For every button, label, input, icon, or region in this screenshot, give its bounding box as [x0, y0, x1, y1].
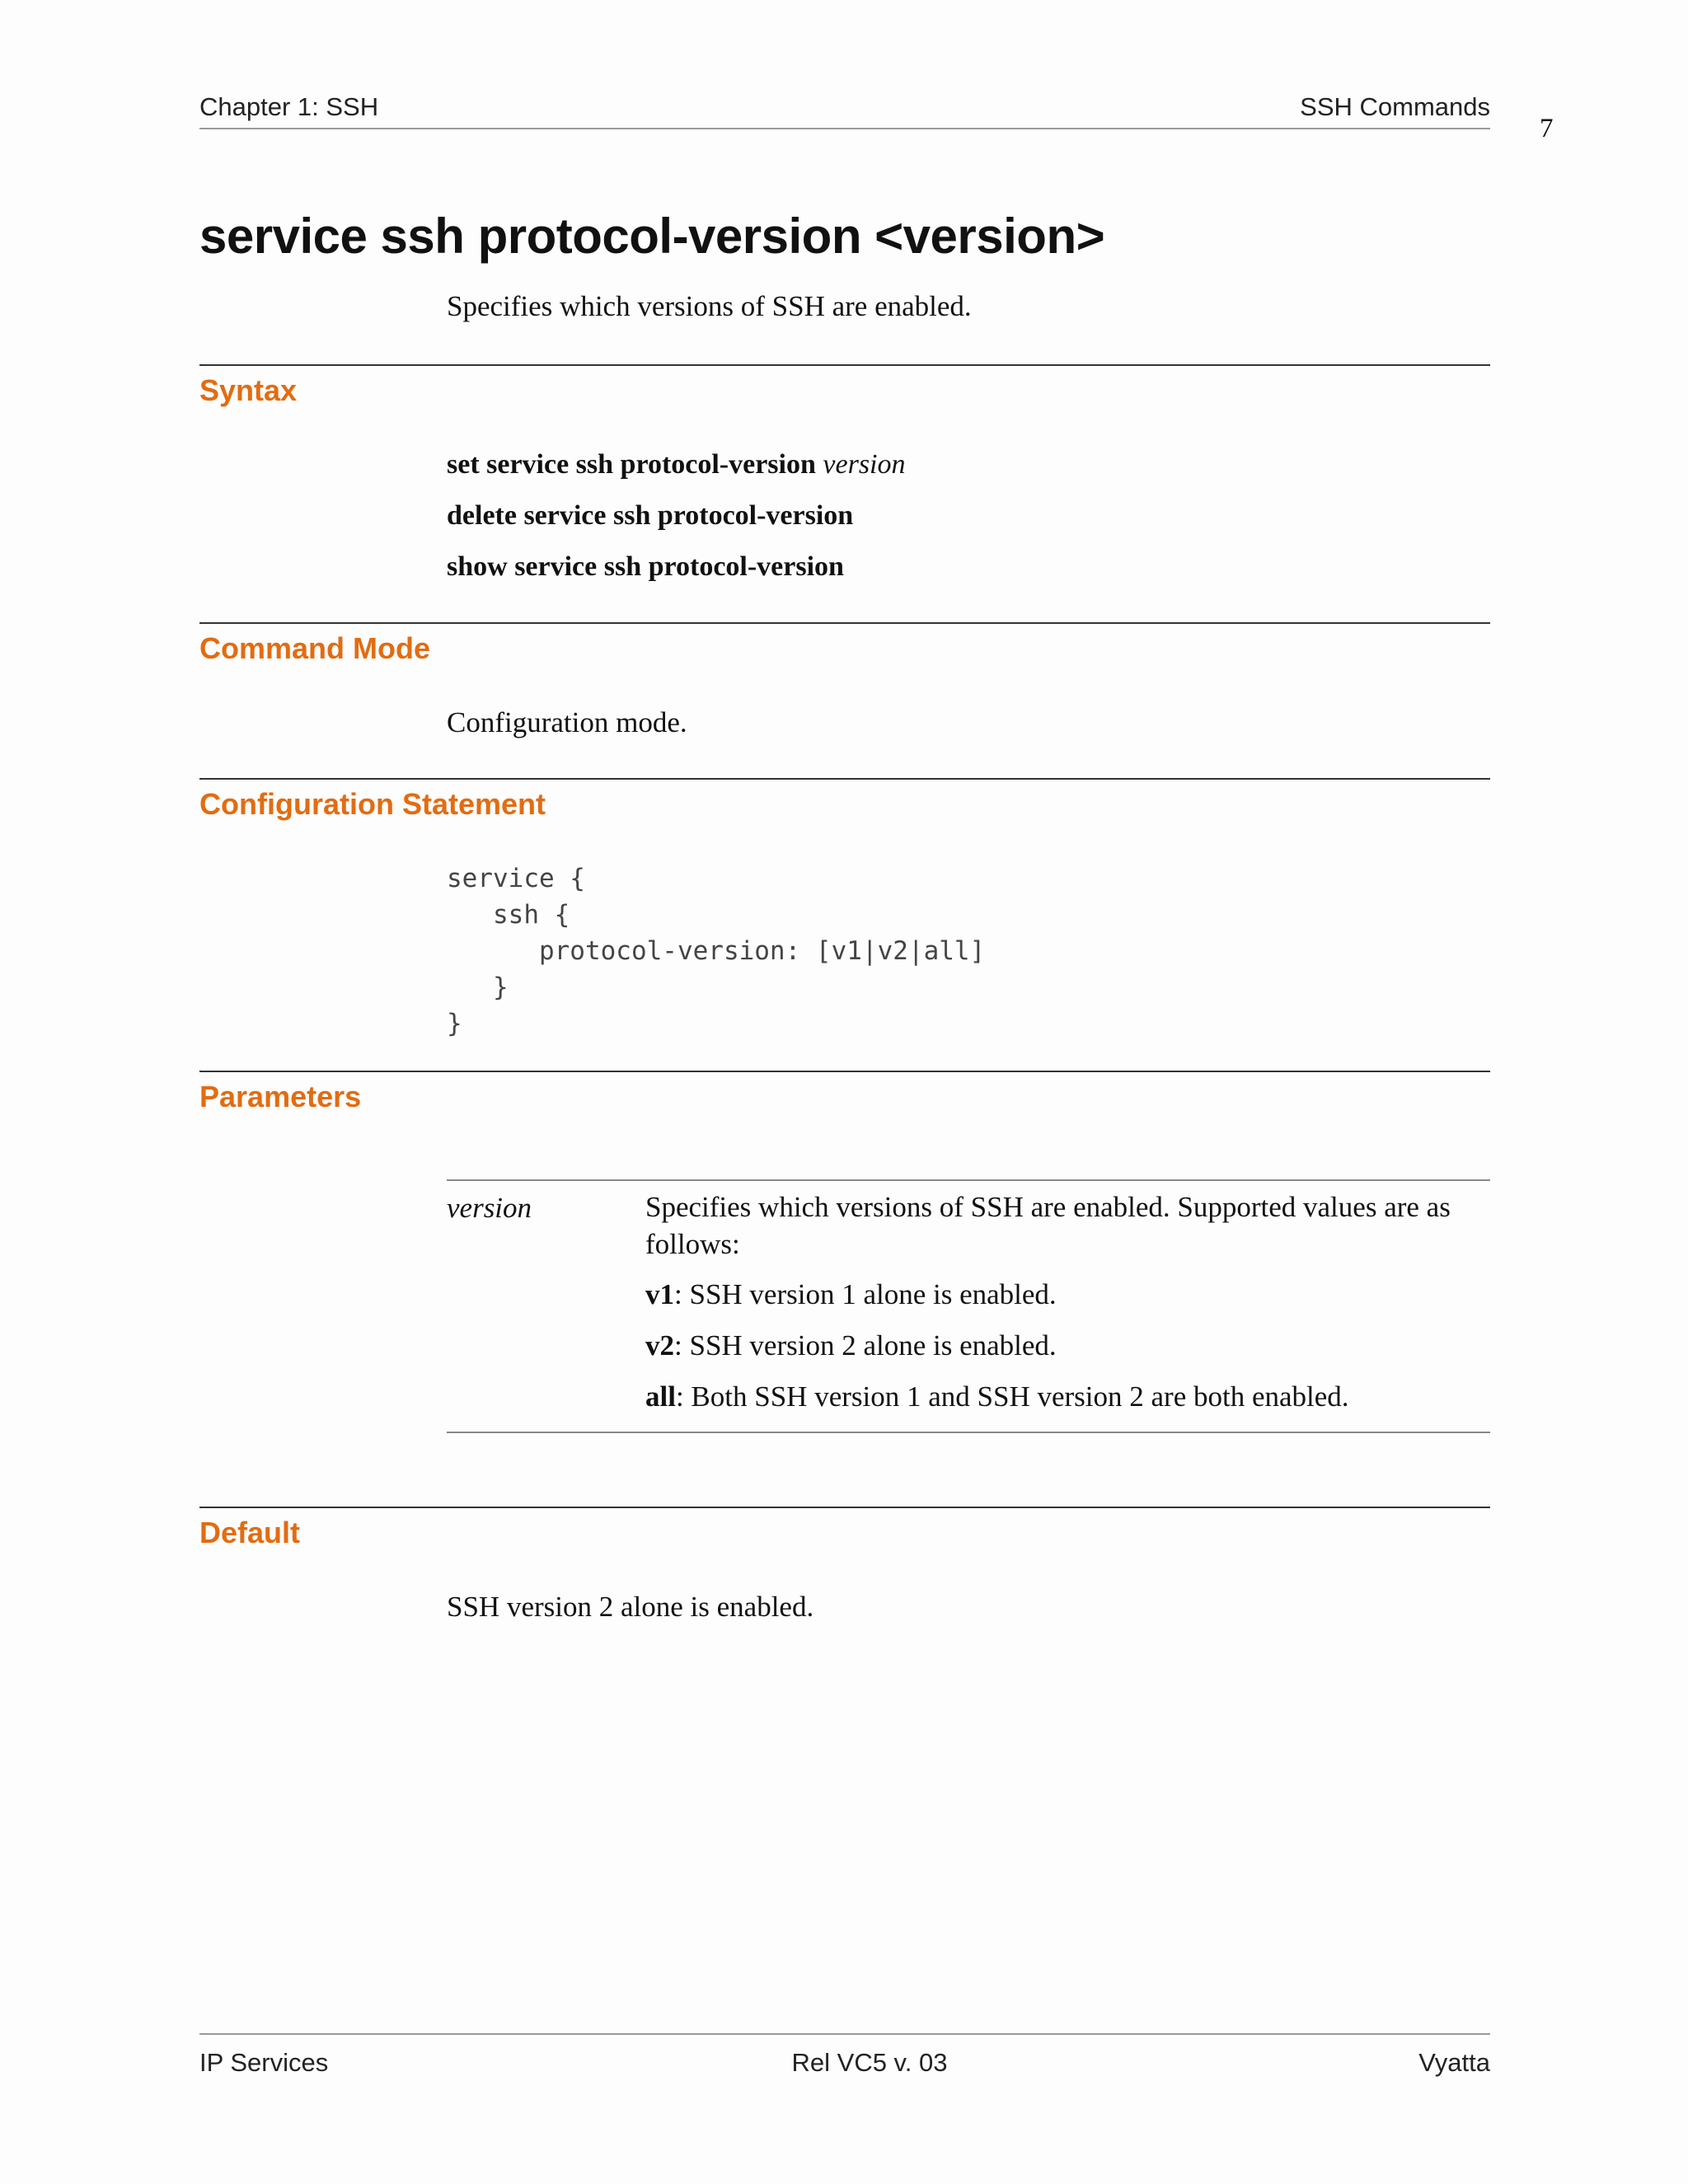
command-mode-text: Configuration mode. [447, 706, 687, 738]
section-rule [199, 1507, 1490, 1508]
param-table-top-rule [447, 1179, 1490, 1181]
running-header-section: SSH Commands [1300, 92, 1490, 121]
param-value-key: all [645, 1380, 676, 1413]
config-statement-heading: Configuration Statement [199, 787, 546, 821]
page-title: service ssh protocol-version <version> [199, 209, 1105, 264]
parameters-heading: Parameters [199, 1080, 362, 1113]
section-rule [199, 778, 1490, 780]
footer-right: Vyatta [1418, 2048, 1490, 2077]
syntax-command: delete service ssh protocol-version [447, 500, 854, 531]
config-code-block: service { ssh { protocol-version: [v1|v2|all] } } [447, 864, 986, 1038]
param-value-text: : Both SSH version 1 and SSH version 2 are both enabled. [675, 1380, 1349, 1413]
param-value-v1 [645, 1276, 1490, 1313]
section-rule [199, 1071, 1490, 1072]
command-mode-heading: Command Mode [199, 631, 431, 665]
param-table-bottom-rule [447, 1432, 1490, 1433]
syntax-argument: version [823, 449, 906, 480]
param-value-v2 [645, 1327, 1490, 1364]
syntax-line-delete [447, 500, 853, 532]
syntax-line-set [447, 449, 906, 480]
param-value-key: v1 [645, 1278, 674, 1310]
page-number: 7 [1540, 114, 1554, 143]
section-rule [199, 622, 1490, 624]
param-value-all [645, 1378, 1490, 1415]
running-header-chapter: Chapter 1: SSH [199, 92, 379, 121]
default-text: SSH version 2 alone is enabled. [447, 1591, 814, 1623]
param-value-key: v2 [645, 1329, 674, 1361]
param-name: version [447, 1192, 532, 1224]
footer-left: IP Services [199, 2048, 329, 2077]
syntax-command: set service ssh protocol-version [447, 449, 816, 480]
param-description: Specifies which versions of SSH are enabled. Supported values are as follows: [645, 1191, 1451, 1260]
section-rule [199, 364, 1490, 366]
header-rule [199, 128, 1490, 129]
command-summary: Specifies which versions of SSH are enabled. [447, 290, 972, 322]
footer-rule [199, 2033, 1490, 2035]
footer-center: Rel VC5 v. 03 [791, 2048, 948, 2077]
param-value-text: : SSH version 1 alone is enabled. [674, 1278, 1057, 1310]
syntax-command: show service ssh protocol-version [447, 551, 844, 582]
syntax-heading: Syntax [199, 373, 298, 407]
syntax-line-show [447, 551, 844, 583]
default-heading: Default [199, 1516, 301, 1549]
param-value-text: : SSH version 2 alone is enabled. [674, 1329, 1057, 1361]
